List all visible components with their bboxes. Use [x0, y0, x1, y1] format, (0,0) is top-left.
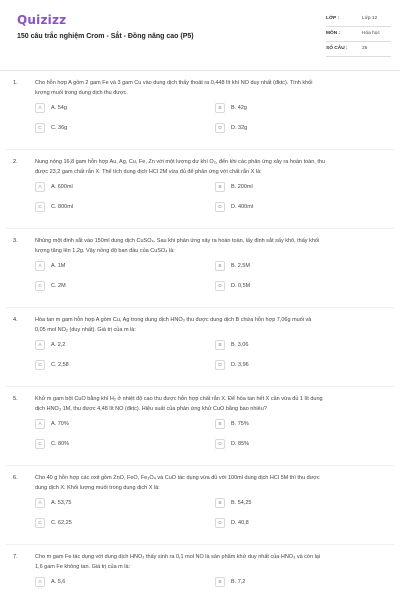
- answer-option-d[interactable]: [215, 123, 360, 135]
- question-text: [35, 316, 385, 335]
- option-letter-box: B: [215, 577, 225, 587]
- question-number: 4.: [13, 317, 18, 323]
- page-title: 150 câu trắc nghiệm Crom - Sắt - Đồng nâng cao (P5): [17, 33, 194, 40]
- option-letter-box: A: [35, 498, 45, 508]
- meta-label: LỚP :: [326, 16, 340, 21]
- question-text-line: Cho hỗn hợp A gồm 2 gam Fe và 3 gam Cu vào dung dịch thấy thoát ra 0,448 lít khí NO duy nhất (đktc). Tính khối: [35, 80, 313, 86]
- answer-option-a[interactable]: [35, 103, 180, 115]
- option-text: B. 54,25: [231, 499, 252, 506]
- answer-option-c[interactable]: [35, 360, 180, 372]
- option-letter-box: B: [215, 419, 225, 429]
- meta-label: SỐ CÂU :: [326, 46, 348, 51]
- meta-row-grade: [326, 12, 391, 27]
- option-text: D. 0,5M: [231, 282, 251, 289]
- option-text: A. 54g: [51, 104, 67, 111]
- option-text: B. 3,06: [231, 341, 249, 348]
- option-text: B. 200ml: [231, 183, 253, 190]
- option-letter-box: D: [215, 123, 225, 133]
- option-letter-box: D: [215, 360, 225, 370]
- option-text: D. 400ml: [231, 203, 254, 210]
- answer-option-d[interactable]: [215, 518, 360, 530]
- option-letter-box: B: [215, 261, 225, 271]
- answer-option-c[interactable]: [35, 123, 180, 135]
- option-text: A. 600ml: [51, 183, 73, 190]
- page-header: [0, 0, 400, 68]
- answer-option-a[interactable]: [35, 577, 180, 589]
- option-letter-box: A: [35, 577, 45, 587]
- question-text: [35, 553, 385, 572]
- option-text: A. 70%: [51, 420, 69, 427]
- quizizz-logo: Quizizz: [17, 13, 67, 27]
- answer-option-d[interactable]: [215, 360, 360, 372]
- question-text: [35, 237, 385, 256]
- answer-option-d[interactable]: [215, 281, 360, 293]
- answer-option-c[interactable]: [35, 518, 180, 530]
- question-text-line: lượng muối trong dung dịch thu được.: [35, 89, 128, 96]
- option-text: D. 40,8: [231, 519, 249, 526]
- question-number: 1.: [13, 80, 18, 86]
- question-divider: [6, 307, 394, 308]
- option-text: B. 42g: [231, 104, 247, 111]
- answer-option-b[interactable]: [215, 419, 360, 431]
- meta-value: 25: [362, 46, 368, 51]
- option-text: C. 2M: [51, 282, 66, 289]
- option-letter-box: D: [215, 202, 225, 212]
- question-number: 6.: [13, 475, 18, 481]
- question-divider: [6, 465, 394, 466]
- option-letter-box: D: [215, 281, 225, 291]
- option-letter-box: C: [35, 202, 45, 212]
- question-text-line: Khử m gam bột CuO bằng khí H₂ ở nhiệt độ cao thu được hỗn hợp chất rắn X. Để hòa tan hết X cần vừa đủ 1 lít dung: [35, 396, 323, 402]
- option-letter-box: A: [35, 182, 45, 192]
- answer-option-a[interactable]: [35, 419, 180, 431]
- option-letter-box: A: [35, 261, 45, 271]
- question-text-line: Nhúng một đinh sắt vào 150ml dung dịch CuSO₄. Sau khi phản ứng xảy ra hoàn toàn, lấy đinh sắt sấy khô, thấy khối: [35, 238, 320, 244]
- answer-option-b[interactable]: [215, 261, 360, 273]
- option-letter-box: C: [35, 360, 45, 370]
- option-text: D. 32g: [231, 124, 248, 131]
- answer-option-b[interactable]: [215, 498, 360, 510]
- answer-option-b[interactable]: [215, 103, 360, 115]
- question-text-line: được 23,2 gam chất rắn X. Thể tích dung dịch HCl 2M vừa đủ để phản ứng với chất rắn X là:: [35, 168, 262, 175]
- option-letter-box: D: [215, 439, 225, 449]
- answer-option-d[interactable]: [215, 202, 360, 214]
- option-text: D. 85%: [231, 440, 250, 447]
- answer-option-a[interactable]: [35, 261, 180, 273]
- option-letter-box: B: [215, 340, 225, 350]
- question-number: 5.: [13, 396, 18, 402]
- answer-option-a[interactable]: [35, 182, 180, 194]
- answer-option-b[interactable]: [215, 577, 360, 589]
- question-text-line: Cho m gam Fe tác dụng với dung dịch HNO₃ thấy sinh ra 0,1 mol NO là sản phẩm khử duy nhất của HNO₃ và còn lại: [35, 554, 321, 560]
- answer-option-c[interactable]: [35, 202, 180, 214]
- question-number: 7.: [13, 554, 18, 560]
- meta-value: Hóa học: [362, 31, 380, 36]
- question-divider: [6, 149, 394, 150]
- option-letter-box: A: [35, 340, 45, 350]
- option-text: A. 1M: [51, 262, 66, 269]
- question-text: [35, 158, 385, 177]
- option-letter-box: C: [35, 518, 45, 528]
- question-number: 2.: [13, 159, 18, 165]
- question-text-line: Nung nóng 16,8 gam hỗn hợp Au, Ag, Cu, Fe, Zn với một lượng dư khí O₂, đến khi các phản ứng xảy ra hoàn toàn, thu: [35, 159, 326, 165]
- answer-option-a[interactable]: [35, 498, 180, 510]
- option-text: A. 5,6: [51, 578, 66, 585]
- option-letter-box: A: [35, 419, 45, 429]
- option-text: C. 800ml: [51, 203, 74, 210]
- answer-option-c[interactable]: [35, 281, 180, 293]
- option-text: D. 3,96: [231, 361, 249, 368]
- option-text: B. 2,5M: [231, 262, 250, 269]
- question-text-line: 0,05 mol NO₂ (duy nhất). Giá trị của m là:: [35, 326, 136, 333]
- option-letter-box: A: [35, 103, 45, 113]
- answer-option-a[interactable]: [35, 340, 180, 352]
- question-text-line: Hòa tan m gam hỗn hợp A gồm Cu, Ag trong dung dịch HNO₃ thu được dung dịch B chứa hỗn hợp 7,06g muối và: [35, 317, 312, 323]
- option-text: B. 75%: [231, 420, 249, 427]
- option-letter-box: C: [35, 439, 45, 449]
- answer-option-d[interactable]: [215, 439, 360, 451]
- question-text-line: dung dịch X. Khối lượng muối trong dung dịch X là:: [35, 484, 160, 491]
- question-divider: [6, 544, 394, 545]
- question-divider: [6, 228, 394, 229]
- question-number: 3.: [13, 238, 18, 244]
- meta-row-count: [326, 42, 391, 57]
- question-text-line: 1,6 gam Fe không tan. Giá trị của m là:: [35, 563, 131, 570]
- option-text: A. 53,75: [51, 499, 72, 506]
- option-text: B. 7,2: [231, 578, 246, 585]
- meta-value: Lớp 12: [362, 16, 378, 21]
- option-letter-box: B: [215, 182, 225, 192]
- meta-label: MÔN :: [326, 31, 341, 36]
- option-letter-box: D: [215, 518, 225, 528]
- option-text: C. 2,58: [51, 361, 69, 368]
- meta-panel: [326, 12, 391, 57]
- option-text: C. 80%: [51, 440, 70, 447]
- header-divider: [0, 70, 400, 71]
- option-text: C. 62,25: [51, 519, 72, 526]
- option-text: C. 36g: [51, 124, 68, 131]
- question-divider: [6, 386, 394, 387]
- question-text: [35, 474, 385, 493]
- question-text: [35, 79, 385, 98]
- question-text-line: dịch HNO₃ 1M, thu được 4,48 lít NO (đktc). Hiệu suất của phản ứng khử CuO bằng bao nhiêu?: [35, 405, 267, 412]
- option-letter-box: C: [35, 123, 45, 133]
- question-text-line: lượng tăng lên 1,2g. Vậy nồng độ ban đầu của CuSO₄ là:: [35, 247, 175, 254]
- option-text: A. 2,2: [51, 341, 66, 348]
- option-letter-box: B: [215, 103, 225, 113]
- answer-option-b[interactable]: [215, 182, 360, 194]
- question-text: [35, 395, 385, 414]
- answer-option-b[interactable]: [215, 340, 360, 352]
- option-letter-box: B: [215, 498, 225, 508]
- meta-row-subject: [326, 27, 391, 42]
- question-text-line: Cho 40 g hỗn hợp các oxit gồm ZnO, FeO, Fe₃O₄ và CuO tác dụng vừa đủ với 100ml dung dịch HCl 5M thì thu được: [35, 475, 320, 481]
- option-letter-box: C: [35, 281, 45, 291]
- answer-option-c[interactable]: [35, 439, 180, 451]
